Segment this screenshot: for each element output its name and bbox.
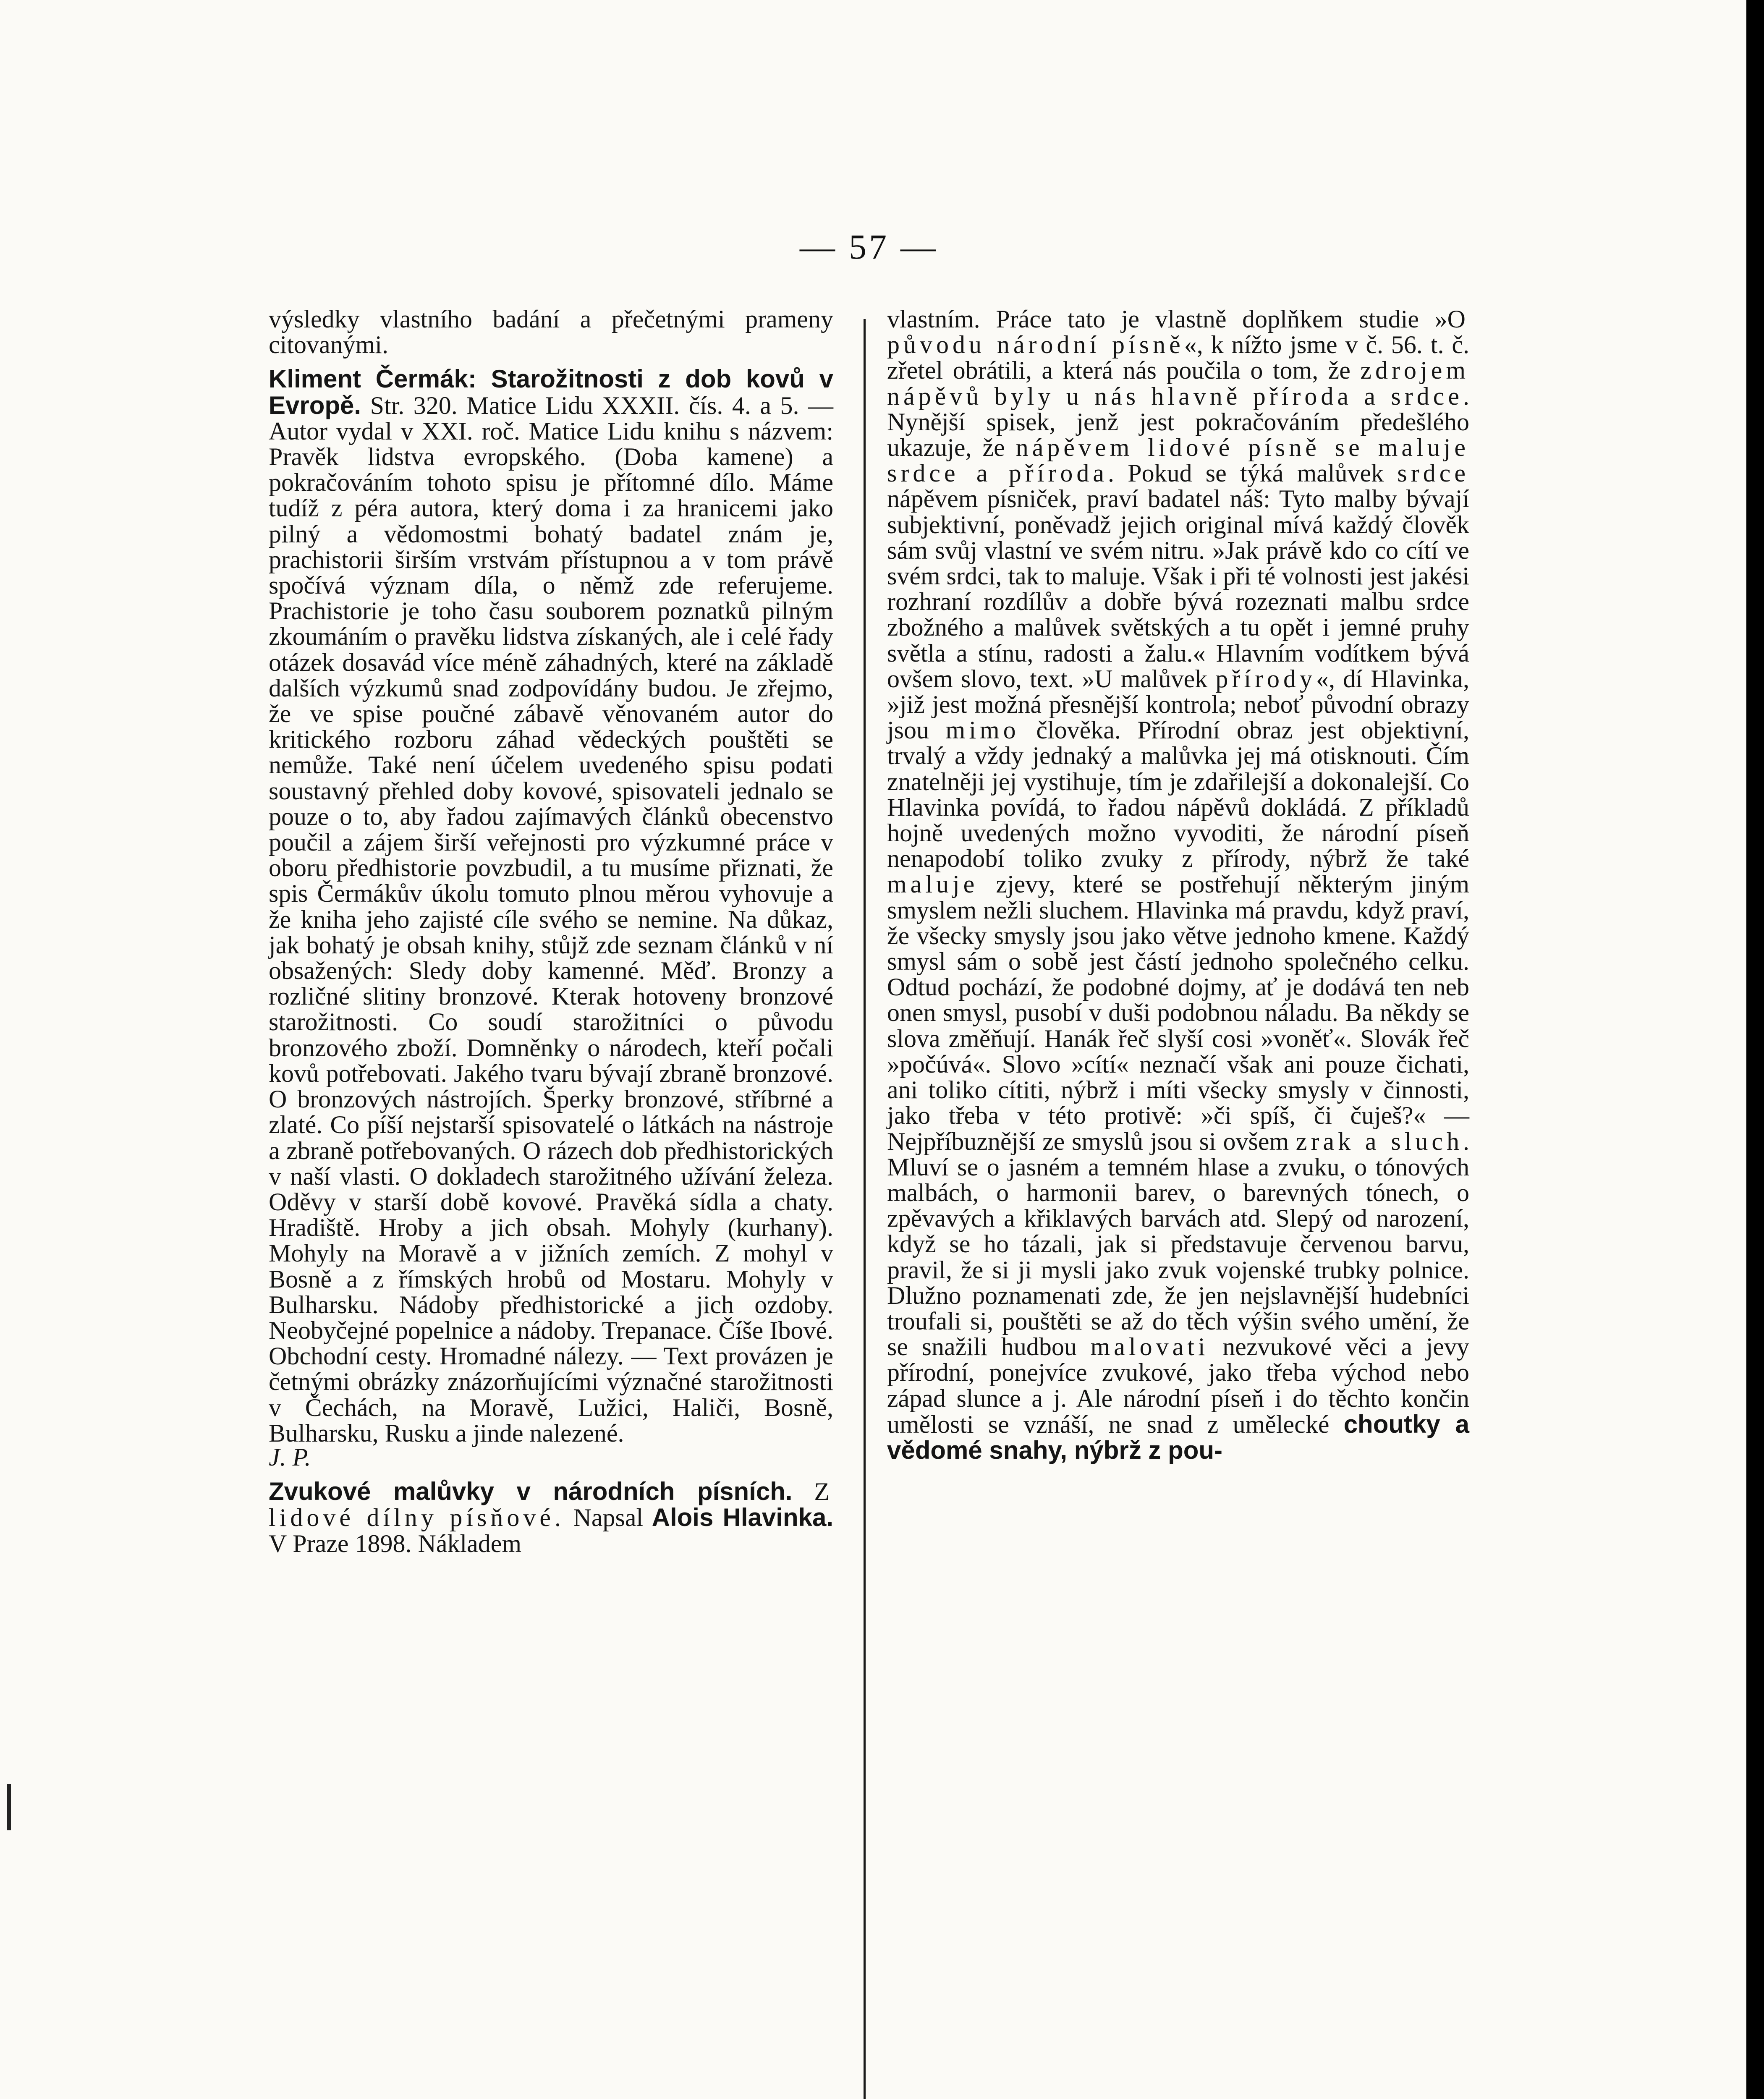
review-cermak-body: Str. 320. Matice Lidu XXXII. čís. 4. a 5. — Autor vydal v XXI. roč. Matice Lidu knihu s názvem: Pravěk lidstva evropského. (Doba kamene) a pokračováním tohoto spisu je přítomné dílo. Máme tudíž z péra autora, který doma i za hranicemi jako pilný a vědomostmi bohatý badatel znám je, prachistorii širším vrstvám přístupnou a v tom právě spočívá význam díla, o němž zde referujeme. Prachistorie je toho času souborem poznatků pilným zkoumáním o pravěku lidstva získaných, ale i celé řady otázek dosavád více méně záhadných, které na základě dalších výzkumů snad zodpovídány budou. Je zřejmo, že ve spise poučné zábavě věnovaném autor do kritického rozboru záhad vědeckých pouštěti se nemůže. Také není účelem uvedeného spisu podati soustavný přehled doby kovové, spisovateli jednalo se pouze o to, aby řadou zajímavých článků obecenstvo poučil a zájem širší veřejnosti pro výzkumné práce v oboru předhistorie povzbudil, a tu musíme přiznati, že spis Čermákův úkolu tomuto plnou měrou vyhovuje a že kniha jeho zajisté cíle svého se nemine. Na důkaz, jak bohatý je obsah knihy, stůjž zde seznam článků v ní obsažených: Sledy doby kamenné. Měď. Bronzy a rozličné slitiny bronzové. Kterak hotoveny bronzové starožitnosti. Co soudí starožitníci o původu bronzového zboží. Domněnky o národech, kteří počali kovů potřebovati. Jakého tvaru bývají zbraně bronzové. O bronzových nástrojích. Šperky bronzové, stříbrné a zlaté. Co píší nejstarší spisovatelé o látkách na nástroje a zbraně potřebovaných. O rázech dob předhistorických v naší vlasti. O dokladech starožitného užívání železa. Oděvy v starší době kovové. Pravěká sídla a chaty. Hradiště. Hroby a jich obsah. Mohyly (kurhany). Mohyly na Moravě a v jižních zemích. Z mohyl v Bosně a z římských hrobů od Mostaru. Mohyly v Bulharsku. Nádoby předhistorické a jich ozdoby. Neobyčejné popelnice a nádoby. Trepanace. Číše Ibové. Obchodní cesty. Hromadné nálezy. — Text provázen je četnými obrázky znázorňujícími význačné starožitnosti v Čechách, na Moravě, Lužici, Haliči, Bosně, Bulharsku, Rusku a jinde nalezené. (269, 391, 834, 1447)
text-run: nápěvem písniček, praví badatel náš: Tyto malby bývají subjektivní, poněvadž jejich original mívá každý člověk sám svůj vlastní ve svém nitru. »Jak právě kdo co cítí ve svém srdci, tak to maluje. Však i při té volnosti jest jakési rozhraní rozdílův a dobře bývá rozeznati malbu srdce zbožného a malůvek světských a tu opět i jemné pruhy světla a stínu, radosti a žalu.« Hlavním vodítkem bývá ovšem slovo, text. »U malůvek (887, 485, 1470, 693)
text-run: «, dí Hlavinka, »již jest možná přesnější kontrola; neboť původní obrazy jsou (887, 665, 1469, 744)
review-hlavinka-continued (887, 306, 1469, 1463)
text-run: «, k nížto jsme v č. 56. t. č. zřetel obrátili, a která nás poučila o tom, že (887, 331, 1469, 385)
text-run: zjevy, které se postřehují některým jiným smyslem nežli sluchem. Hlavinka má pravdu, když praví, že všecky smysly jsou jako větve jednoho kmene. Každý smysl sám o sobě jest částí jednoho společného celku. Odtud pochází, že podobné dojmy, ať je dodává ten neb onen smysl, pusobí v duši podobnou náladu. Ba někdy se slova změňují. Hanák řeč slyší cosi »voněť«. Slovák řeč »počúvá«. Slovo »cítí« neznačí však ani pouze čichati, ani toliko cítiti, nýbrž i míti všecky smysly v činnosti, jako třeba v této protivě: »či spíš, či čuješ?« — Nejpříbuznější ze smyslů jsou si ovšem (887, 870, 1469, 1155)
scan-edge-mark (7, 1784, 11, 1830)
review-hlavinka-by: Napsal (573, 1504, 644, 1532)
review-hlavinka-body: V Praze 1898. Nákladem (269, 1529, 522, 1557)
text-run: vlastním. Práce tato je vlastně doplňkem studie » (887, 305, 1447, 333)
text-run: nezvukové věci a jevy přírodní, ponejvíce zvukové, jako třeba východ nebo západ slunce a j. Ale národní píseň i do těchto končin umělosti se vznáší, ne snad z umělecké (887, 1333, 1469, 1438)
spaced-emphasis: malovati (1090, 1333, 1209, 1361)
review-cermak (269, 366, 833, 1446)
bold-text-run: choutky a vědomé snahy, nýbrž z pou- (887, 1410, 1470, 1464)
page-number: — 57 — (800, 228, 938, 267)
column-divider (864, 319, 866, 2099)
spaced-emphasis: srdce (1397, 459, 1469, 487)
text-run: . Pokud se týká malůvek (1107, 459, 1398, 487)
left-column (269, 306, 833, 1557)
spaced-emphasis: zdrojem nápěvů byly u nás hlavně příroda a srdce (887, 356, 1469, 410)
review-hlavinka-heading: Zvukové malůvky v národních písních. (269, 1477, 793, 1506)
review-hlavinka (269, 1479, 833, 1557)
text-run: člověka. Přírodní obraz jest objektivní, trvalý a vždy jednaký a malůvka jej má otisknouti. Čím znatelněji jej vystihuje, tím je zdařilejší a dokonalejší. Co Hlavinka povídá, to řadou nápěvů dokládá. Z příkladů hojně uvedených možno vyvoditi, že národní píseň nenapodobí toliko zvuky z přírody, nýbrž že také (887, 716, 1469, 873)
spaced-emphasis: zrak a sluch (1296, 1127, 1463, 1155)
right-column (887, 306, 1469, 1463)
review-cermak-heading: Kliment Čermák: Starožitnosti z dob kovů v Evropě. (269, 365, 833, 419)
intro-paragraph: výsledky vlastního badání a přečetnými prameny citovanými. (269, 305, 833, 359)
spaced-emphasis: přírody (1215, 665, 1316, 693)
review-hlavinka-subtitle: Z lidové dílny písňové. (269, 1478, 834, 1532)
review-hlavinka-author: Alois Hlavinka. (652, 1503, 833, 1532)
spaced-emphasis: nápěvem lidové písně se maluje srdce a příroda (887, 434, 1470, 487)
spaced-emphasis: maluje (887, 870, 979, 898)
signature: J. P. (269, 1443, 311, 1471)
spaced-emphasis: mimo (945, 716, 1020, 744)
spaced-emphasis: O původu národní písně (887, 305, 1469, 359)
text-run: . Nynější spisek, jenž jest pokračováním předešlého ukazuje, že (887, 382, 1469, 462)
text-run: . Mluví se o jasném a temném hlase a zvuku, o tónových malbách, o harmonii barev, o barevných tónech, o zpěvavých a křiklavých barvách atd. Slepý od narození, když se ho tázali, jak si představuje červenou barvu, pravil, že si ji mysli jako zvuk vojenské trubky polnice. Dlužno poznamenati zde, že jen nejslavnější hudebníci troufali si, pouštěti se až do těch výšin svého umění, že se snažili hudbou (887, 1127, 1469, 1361)
